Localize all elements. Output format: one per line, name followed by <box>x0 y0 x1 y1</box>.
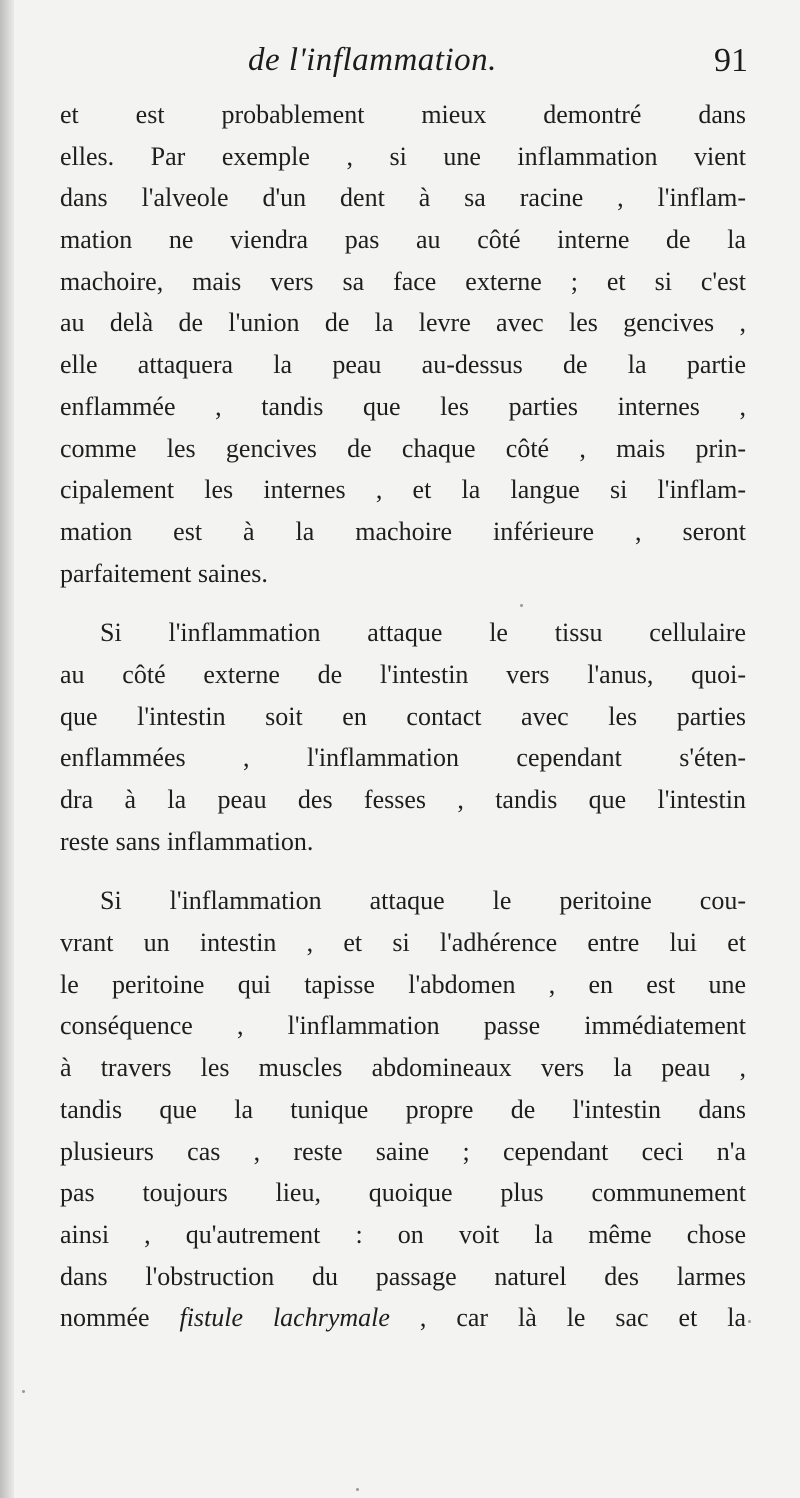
body-text <box>60 94 746 1339</box>
text-line: vrant un intestin , et si l'adhérence entre lui et <box>60 928 746 958</box>
page-edge-shadow <box>0 0 14 1498</box>
text-line: parfaitement saines. <box>60 558 268 588</box>
text-line: au delà de l'union de la levre avec les gencives , <box>60 308 746 338</box>
page-header <box>58 40 748 94</box>
text-line: mation est à la machoire inférieure , seront <box>60 516 746 546</box>
text-line: tandis que la tunique propre de l'intestin dans <box>60 1094 746 1124</box>
text-line: machoire, mais vers sa face externe ; et si c'est <box>60 266 746 296</box>
text-line: cipalement les internes , et la langue si l'inflam- <box>60 475 746 505</box>
text-line: dans l'obstruction du passage naturel des larmes <box>60 1261 746 1291</box>
text-line: au côté externe de l'intestin vers l'anus, quoi- <box>60 659 746 689</box>
paragraph-gap <box>60 594 746 612</box>
text-line: enflammées , l'inflammation cependant s'éten- <box>60 743 746 773</box>
running-title: de l'inflammation. <box>248 42 497 78</box>
text-line: mation ne viendra pas au côté interne de la <box>60 225 746 255</box>
text-line: le peritoine qui tapisse l'abdomen , en est une <box>60 969 746 999</box>
text-line: ainsi , qu'autrement : on voit la même chose <box>60 1219 746 1249</box>
text-line: que l'intestin soit en contact avec les parties <box>60 701 746 731</box>
text-line: Si l'inflammation attaque le tissu cellulaire <box>100 618 746 648</box>
text-run: nommée <box>60 1303 180 1333</box>
text-line: dans l'alveole d'un dent à sa racine , l'inflam- <box>60 183 746 213</box>
text-line: enflammée , tandis que les parties internes , <box>60 391 746 421</box>
paper-speck <box>22 1390 25 1393</box>
paper-speck <box>748 1320 751 1323</box>
page-number: 91 <box>714 42 748 79</box>
text-line: comme les gencives de chaque côté , mais prin- <box>60 433 746 463</box>
text-line: Si l'inflammation attaque le peritoine cou- <box>100 886 746 916</box>
text-line: et est probablement mieux demontré dans <box>60 100 746 129</box>
text-line: à travers les muscles abdomineaux vers la peau , <box>60 1053 746 1083</box>
text-line: pas toujours lieu, quoique plus communement <box>60 1178 746 1208</box>
text-line: reste sans inflammation. <box>60 826 314 856</box>
text-line-final <box>60 1297 746 1339</box>
text-line: dra à la peau des fesses , tandis que l'intestin <box>60 785 746 814</box>
italic-term: fistule lachrymale <box>179 1303 390 1333</box>
paper-speck <box>520 604 523 607</box>
paragraph-gap <box>60 862 746 880</box>
text-line: conséquence , l'inflammation passe immédiatement <box>60 1011 746 1041</box>
text-line: elles. Par exemple , si une inflammation vient <box>60 141 746 171</box>
text-line: plusieurs cas , reste saine ; cependant ceci n'a <box>60 1136 746 1166</box>
text-line: elle attaquera la peau au-dessus de la partie <box>60 350 746 380</box>
paper-speck <box>356 1488 359 1491</box>
text-run: , car là le sac et la <box>389 1303 747 1333</box>
